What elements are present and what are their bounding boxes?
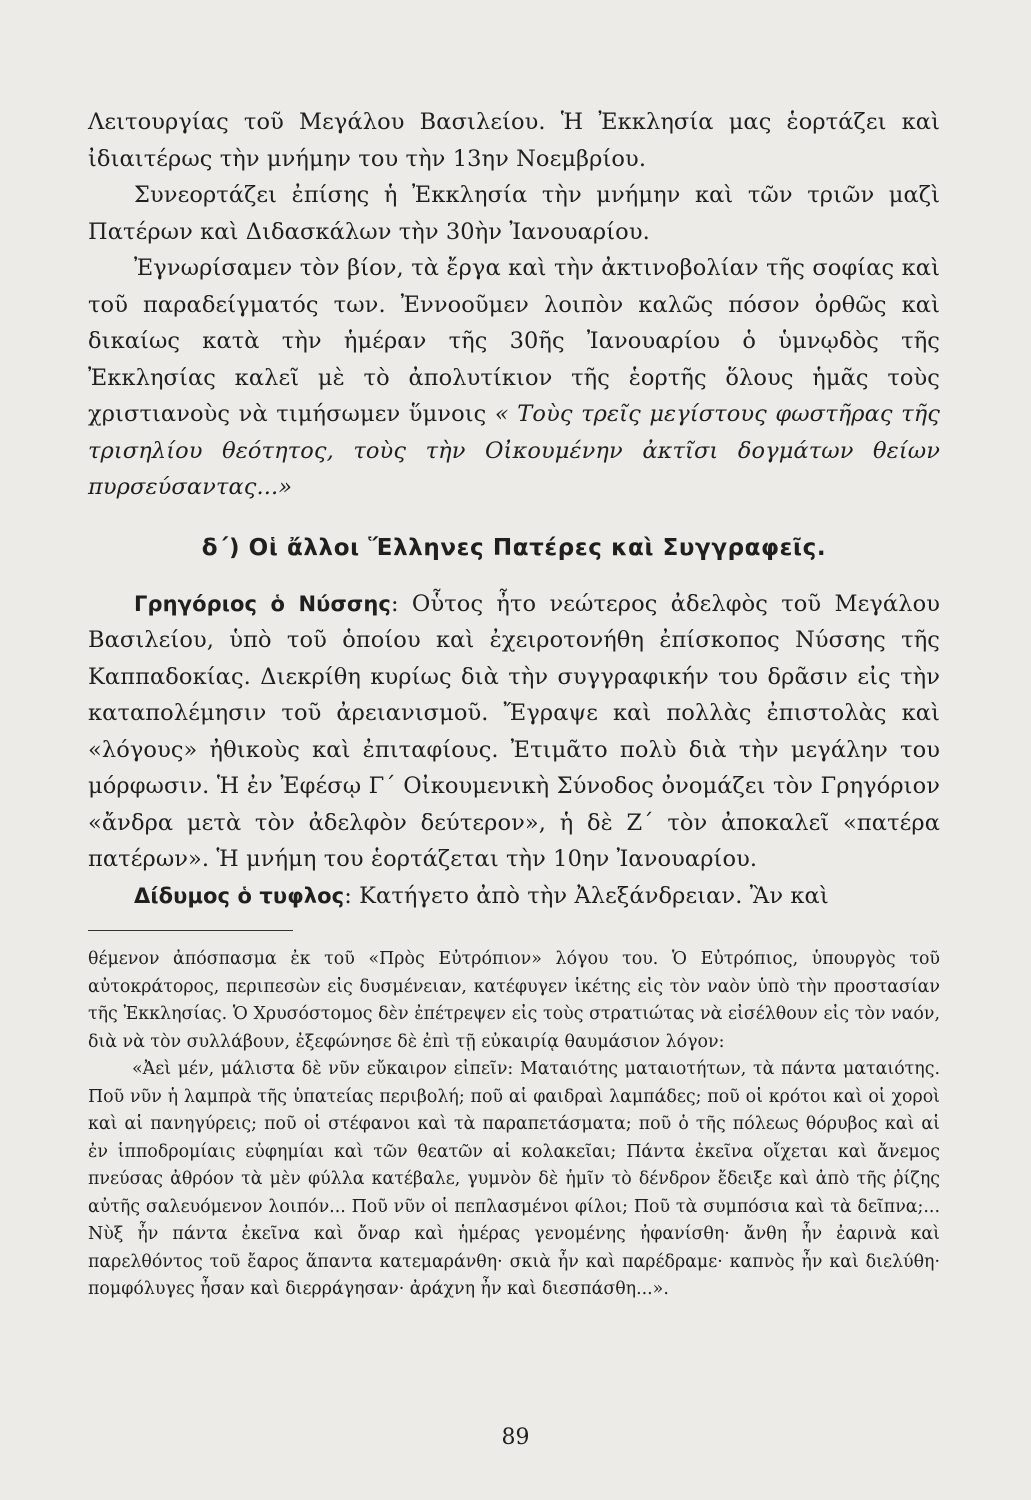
main-text [88,104,940,914]
page-number: 89 [501,1425,530,1450]
footnote [88,946,940,1304]
footnote-paragraph-eutropius: θέμενον ἀπόσπασμα ἐκ τοῦ «Πρὸς Εὐτρόπιον» λόγου του. Ὁ Εὐτρόπιος, ὑπουργὸς τοῦ αὐτοκράτορος, περιπεσὼν εἰς δυσμένειαν, κατέφυγεν ἱκέτης εἰς τὸν ναὸν ὑπὸ τὴν προστασίαν τῆς Ἐκκλησίας. Ὁ Χρυσόστομος δὲν ἐπέτρεψεν εἰς τοὺς στρατιώτας νὰ εἰσέλθουν εἰς τὸν ναόν, διὰ νὰ τὸν συλλάβουν, ἐξεφώνησε δὲ ἐπὶ τῇ εὐκαιρίᾳ θαυμάσιον λόγον: [88,949,940,1052]
paragraph-liturgy: Λειτουργίας τοῦ Μεγάλου Βασιλείου. Ἡ Ἐκκλησία μας ἑορτάζει καὶ ἰδιαιτέρως τὴν μνήμην του τὴν 13ην Νοεμβρίου. [88,109,940,172]
entry-text-gregory: Οὗτος ἦτο νεώτερος ἀδελφὸς τοῦ Μεγάλου Βασιλείου, ὑπὸ τοῦ ὁποίου καὶ ἐχειροτονήθη ἐπίσκοπος Νύσσης τῆς Καππαδοκίας. Διεκρίθη κυρίως διὰ τὴν συγγραφικήν του δρᾶσιν εἰς τὴν καταπολέμησιν τοῦ ἀρειανισμοῦ. Ἔγραψε καὶ πολλὰς ἐπιστολὰς καὶ «λόγους» ἠθικοὺς καὶ ἐπιταφίους. Ἐτιμᾶτο πολὺ διὰ τὴν μεγάλην του μόρφωσιν. Ἡ ἐν Ἐφέσῳ Γ΄ Οἰκουμενικὴ Σύνοδος ὀνομάζει τὸν Γρηγόριον «ἄνδρα μετὰ τὸν ἀδελφὸν δεύτερον», ἡ δὲ Ζ΄ τὸν ἀποκαλεῖ «πατέρα πατέρων». Ἡ μνήμη του ἑορτάζεται τὴν 10ην Ἰανουαρίου. [88,590,941,872]
apolytikion-quote: « Τοὺς τρεῖς μεγίστους φωστῆρας τῆς τρισηλίου θεότητος, τοὺς τὴν Οἰκουμένην ἀκτῖσι δογμάτων θείων πυρσεύσαντας...» [88,401,940,500]
apolytikion-intro: Ἐγνωρίσαμεν τὸν βίον, τὰ ἔργα καὶ τὴν ἀκτινοβολίαν τῆς σοφίας καὶ τοῦ παραδείγματός των. Ἐννοοῦμεν λοιπὸν καλῶς πόσον ὀρθῶς καὶ δικαίως κατὰ τὴν ἡμέραν τῆς 30ῆς Ἰανουαρίου ὁ ὑμνῳδὸς τῆς Ἐκκλησίας καλεῖ μὲ τὸ ἀπολυτίκιον τῆς ἑορτῆς ὅλους ἡμᾶς τοὺς χριστιανοὺς νὰ τιμήσωμεν ὕμνοις [88,255,940,427]
footnote-divider [88,930,293,931]
entry-colon: : [390,590,412,617]
paragraph-three-hierarchs-feast: Συνεορτάζει ἐπίσης ἡ Ἐκκλησία τὴν μνήμην καὶ τῶν τριῶν μαζὶ Πατέρων καὶ Διδασκάλων τὴν 30ὴν Ἰανουαρίου. [88,182,940,245]
entry-name-gregory: Γρηγόριος ὁ Νύσσης [134,591,391,616]
entry-gregory-nyssa [88,586,940,878]
section-heading: δ΄) Οἱ ἄλλοι Ἕλληνες Πατέρες καὶ Συγγραφεῖς. [201,534,827,561]
entry-didymos [88,878,940,915]
entry-text-didymos: Κατήγετο ἀπὸ τὴν Ἀλεξάνδρειαν. Ἂν καὶ [359,882,829,909]
entry-name-didymos: Δίδυμος ὁ τυφλος [134,883,345,908]
footnote-paragraph-chrysostom-quote: «Ἀεὶ μέν, μάλιστα δὲ νῦν εὔκαιρον εἰπεῖν: Ματαιότης ματαιοτήτων, τὰ πάντα ματαιότης. Ποῦ νῦν ἡ λαμπρὰ τῆς ὑπατείας περιβολή; ποῦ αἱ φαιδραὶ λαμπάδες; ποῦ οἱ κρότοι καὶ οἱ χοροὶ καὶ αἱ πανηγύρεις; ποῦ οἱ στέφανοι καὶ τὰ παραπετάσματα; ποῦ ὁ τῆς πόλεως θόρυβος καὶ αἱ ἐν ἱπποδρομίαις εὐφημίαι καὶ τῶν θεατῶν αἱ κολακεῖαι; Πάντα ἐκεῖνα οἴχεται καὶ ἄνεμος πνεύσας ἀθρόον τὰ μὲν φύλλα κατέβαλε, γυμνὸν δὲ ἡμῖν τὸ δένδρον ἔδειξε καὶ ἀπὸ τῆς ῥίζης αὐτῆς σαλευόμενον λοιπόν... Ποῦ νῦν οἱ πεπλασμένοι φίλοι; Ποῦ τὰ συμπόσια καὶ τὰ δεῖπνα;... Νὺξ ἦν πάντα ἐκεῖνα καὶ ὄναρ καὶ ἡμέρας γενομένης ἠφανίσθη· ἄνθη ἦν ἐαρινὰ καὶ παρελθόντος τοῦ ἔαρος ἅπαντα κατεμαράνθη· σκιὰ ἦν καὶ παρέδραμε· καπνὸς ἦν καὶ διελύθη· πομφόλυγες ἦσαν καὶ διερράγησαν· ἀράχνη ἦν καὶ διεσπάσθη...». [88,1059,940,1299]
paragraph-apolytikion [88,250,940,506]
entry-colon: : [344,882,360,909]
